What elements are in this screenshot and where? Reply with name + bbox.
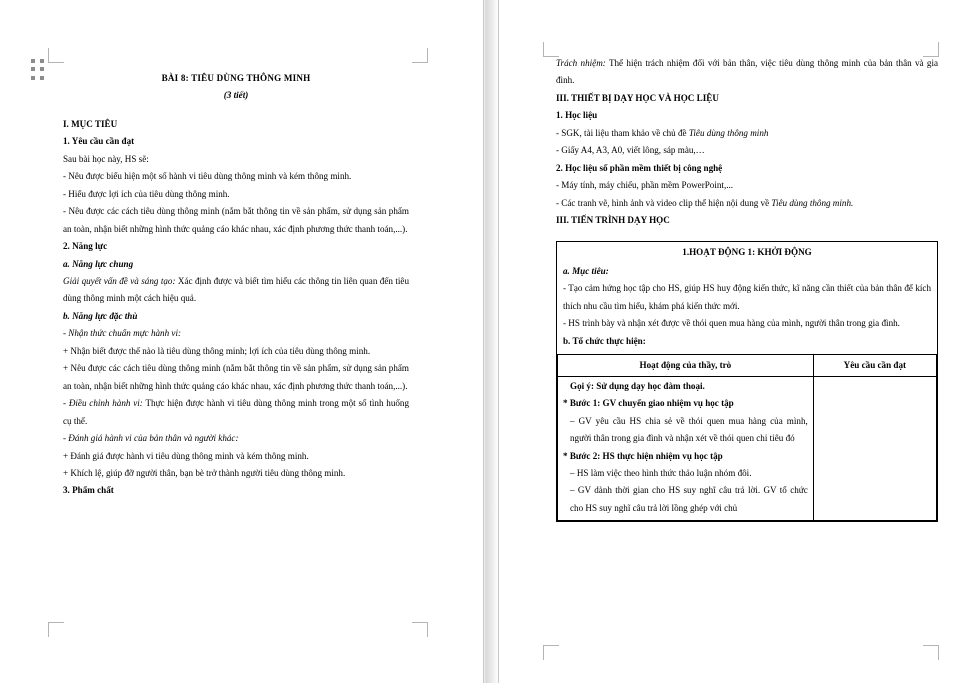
paragraph: 2. Năng lực: [63, 241, 108, 252]
paragraph: - Nêu được các cách tiêu dùng thông minh (nắm bắt thông tin về sản phẩm, sử dụng sản phẩm an toàn, nhận biết những hình thức quảng cáo khác nhau, xác định phương thức thanh toán,...).: [63, 206, 409, 234]
right-page-text: [556, 55, 938, 522]
paragraph: - Nêu được biểu hiện một số hành vi tiêu dùng thông minh và kém thông minh.: [63, 171, 352, 182]
activity-goal-label: a. Mục tiêu:: [563, 265, 609, 276]
activity-goal-item: - HS trình bày và nhận xét được về thói quen mua hàng của mình, người thân trong gia đình.: [563, 318, 900, 329]
paragraph: b. Năng lực đặc thù: [63, 310, 138, 321]
column-header-requirement: Yêu cầu cần đạt: [813, 355, 936, 376]
inline-italic-tail: Tiêu dùng thông minh: [688, 127, 769, 138]
table-row: [558, 376, 937, 521]
margin-mark-bottom-right: [923, 645, 939, 660]
document-title: BÀI 8: TIÊU DÙNG THÔNG MINH: [161, 73, 311, 83]
paragraph: - SGK, tài liệu tham khảo về chủ đề Tiêu dùng thông minh: [556, 127, 769, 138]
page-gutter: [483, 0, 499, 683]
inline-italic-lead: - Điều chỉnh hành vi:: [63, 398, 143, 409]
margin-mark-top-right: [412, 48, 428, 63]
margin-mark-bottom-left: [48, 622, 64, 637]
activity-organize-label: b. Tổ chức thực hiện:: [563, 335, 646, 346]
paragraph: - Giấy A4, A3, A0, viết lông, sáp màu,…: [556, 145, 705, 156]
handle-dot: [31, 59, 35, 63]
table-body: [558, 376, 937, 521]
margin-mark-bottom-right: [412, 622, 428, 637]
paragraph: + Nêu được các cách tiêu dùng thông minh (nắm bắt thông tin về sản phẩm, sử dụng sản phẩm an toàn, nhận biết những hình thức quảng cáo khác nhau, xác định phương thức thanh toán,...).: [63, 363, 409, 391]
page-edge-line-left: [483, 0, 484, 683]
right-page-blocks: [556, 55, 938, 230]
activity-line: – GV yêu cầu HS chia sẻ về thói quen mua hàng của mình, người thân trong gia đình và nhận xét về thói quen chi tiêu đó: [570, 415, 808, 444]
margin-mark-bottom-left: [543, 645, 559, 660]
handle-dot: [31, 76, 35, 80]
activity-line: * Bước 2: HS thực hiện nhiệm vụ học tập: [563, 450, 723, 461]
paragraph: Sau bài học này, HS sẽ:: [63, 153, 149, 164]
paragraph: Trách nhiệm: Thể hiện trách nhiệm đối với bản thân, việc tiêu dùng thông minh của bản thân và gia đình.: [556, 58, 939, 86]
paragraph: a. Năng lực chung: [63, 258, 134, 269]
activity-line: – HS làm việc theo hình thức thảo luận nhóm đôi.: [570, 467, 752, 478]
page-edge-line-right: [498, 0, 499, 683]
margin-mark-top-left: [48, 48, 64, 63]
paragraph: III. TIẾN TRÌNH DẠY HỌC: [556, 215, 670, 226]
paragraph: 3. Phẩm chất: [63, 485, 114, 496]
left-page-text: [63, 70, 409, 500]
paragraph: 1. Học liệu: [556, 110, 598, 121]
paragraph: + Nhận biết được thế nào là tiêu dùng thông minh; lợi ích của tiêu dùng thông minh.: [63, 345, 371, 356]
activity-body: [557, 262, 937, 354]
handle-dot: [40, 67, 44, 71]
activity-line: * Bước 1: GV chuyển giao nhiệm vụ học tập: [563, 398, 734, 409]
paragraph: 1. Yêu cầu cần đạt: [63, 136, 135, 147]
paragraph: III. THIẾT BỊ DẠY HỌC VÀ HỌC LIỆU: [556, 92, 719, 103]
left-page-blocks: [63, 116, 409, 500]
handle-dot: [40, 76, 44, 80]
inline-italic-lead: Giải quyết vấn đề và sáng tạo:: [63, 275, 176, 286]
document-subtitle: (3 tiết): [223, 90, 249, 101]
paragraph: Giải quyết vấn đề và sáng tạo: Xác định được và biết tìm hiểu các thông tin liên quan đến tiêu dùng thông minh một cách hiệu quả.: [63, 275, 409, 304]
paragraph: 2. Học liệu số phần mềm thiết bị công nghệ: [556, 162, 723, 173]
activity-goal-item: - Tạo cảm hứng học tập cho HS, giúp HS huy động kiến thức, kĩ năng cần thiết của bản thân để kích thích nhu cầu tìm hiểu, khám phá kiến thức mới.: [563, 283, 931, 311]
paragraph: - Hiểu được lợi ích của tiêu dùng thông minh.: [63, 188, 230, 199]
activity-line: – GV dành thời gian cho HS suy nghĩ câu trả lời. GV tổ chức cho HS suy nghĩ câu trả lời lồng ghép với chủ: [570, 485, 808, 513]
inline-italic-tail: Tiêu dùng thông minh.: [771, 197, 854, 208]
activity-header: 1.HOẠT ĐỘNG 1: KHỞI ĐỘNG: [682, 246, 812, 257]
handle-dot: [40, 59, 44, 63]
handle-dot: [31, 67, 35, 71]
activity-line: Gọi ý: Sử dụng dạy học đàm thoại.: [570, 380, 705, 391]
paragraph: + Đánh giá được hành vi tiêu dùng thông minh và kém thông minh.: [63, 450, 309, 461]
paragraph: + Khích lệ, giúp đỡ người thân, bạn bè trở thành người tiêu dùng thông minh.: [63, 467, 346, 478]
cell-activity: [558, 376, 814, 521]
paragraph: - Máy tính, máy chiếu, phần mềm PowerPoint,...: [556, 180, 734, 191]
paragraph: - Điều chỉnh hành vi: Thực hiện được hành vi tiêu dùng thông minh trong một số tình huống cụ thể.: [63, 398, 410, 426]
inline-italic-lead: Trách nhiệm:: [556, 58, 606, 68]
paragraph: - Đánh giá hành vi của bản thân và người khác:: [63, 433, 239, 444]
drag-handle-icon[interactable]: [31, 59, 45, 81]
paragraph: - Các tranh vẽ, hình ảnh và video clip thể hiện nội dung về Tiêu dùng thông minh.: [556, 197, 854, 208]
table-header-row: [558, 355, 937, 376]
paragraph: I. MỤC TIÊU: [63, 118, 118, 129]
activity-goal-items: [563, 280, 931, 332]
column-header-activity: Hoạt động của thầy, trò: [558, 355, 814, 376]
paragraph: - Nhận thức chuẩn mực hành vi:: [63, 328, 182, 339]
activity-table: [556, 241, 938, 523]
activity-steps-table: [557, 354, 937, 521]
cell-requirement: [813, 376, 936, 521]
